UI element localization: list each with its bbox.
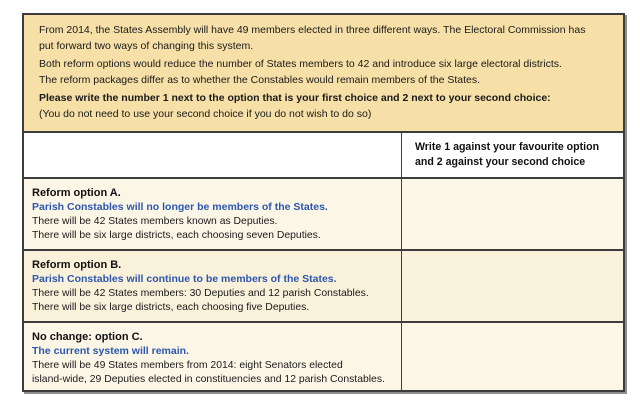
choice-column-header-line: Write 1 against your favourite option: [415, 141, 600, 153]
choice-cell-option-a[interactable]: [402, 179, 623, 249]
intro-line: The reform packages differ as to whether the Constables would remain members of the States.: [39, 73, 481, 86]
option-b-description: [24, 251, 402, 321]
option-subtitle: Parish Constables will no longer be members of the States.: [32, 201, 328, 214]
choice-column-header: [402, 133, 623, 177]
option-detail-line: There will be six large districts, each choosing seven Deputies.: [32, 230, 321, 242]
option-row-c: [24, 323, 623, 390]
choice-cell-option-b[interactable]: [402, 251, 623, 321]
intro-instruction-note: (You do not need to use your second choice if you do not wish to do so): [39, 107, 372, 120]
option-detail-line: There will be six large districts, each choosing five Deputies.: [32, 302, 310, 314]
intro-line: Both reform options would reduce the number of States members to 42 and introduce six large electoral districts.: [39, 58, 562, 70]
option-title: No change: option C.: [32, 331, 143, 343]
option-subtitle: Parish Constables will continue to be members of the States.: [32, 273, 337, 286]
option-detail-line: There will be 49 States members from 2014: eight Senators elected: [32, 359, 343, 371]
option-c-description: [24, 323, 402, 390]
intro-paragraph-1: [39, 23, 609, 54]
option-subtitle: The current system will remain.: [32, 345, 189, 358]
ballot-form: [22, 13, 625, 392]
intro-paragraph-2: [39, 57, 609, 88]
option-detail-line: island-wide, 29 Deputies elected in constituencies and 12 parish Constables.: [32, 374, 385, 386]
choice-column-header-line: and 2 against your second choice: [415, 156, 586, 168]
intro-line: put forward two ways of changing this system.: [39, 39, 254, 52]
option-row-b: [24, 251, 623, 323]
intro-instruction: [39, 91, 609, 122]
header-empty-cell: [24, 133, 402, 177]
option-title: Reform option A.: [32, 187, 121, 199]
option-a-description: [24, 179, 402, 249]
intro-line: From 2014, the States Assembly will have 49 members elected in three different ways. The Electoral Commission has: [39, 24, 586, 36]
choice-cell-option-c[interactable]: [402, 323, 623, 390]
intro-instruction-bold: Please write the number 1 next to the option that is your first choice and 2 next to your second choice:: [39, 92, 551, 104]
option-title: Reform option B.: [32, 259, 122, 271]
option-row-a: [24, 179, 623, 251]
option-detail-line: There will be 42 States members known as Deputies.: [32, 215, 278, 227]
intro-section: [24, 15, 623, 133]
option-detail-line: There will be 42 States members: 30 Deputies and 12 parish Constables.: [32, 287, 369, 299]
table-header-row: [24, 133, 623, 179]
